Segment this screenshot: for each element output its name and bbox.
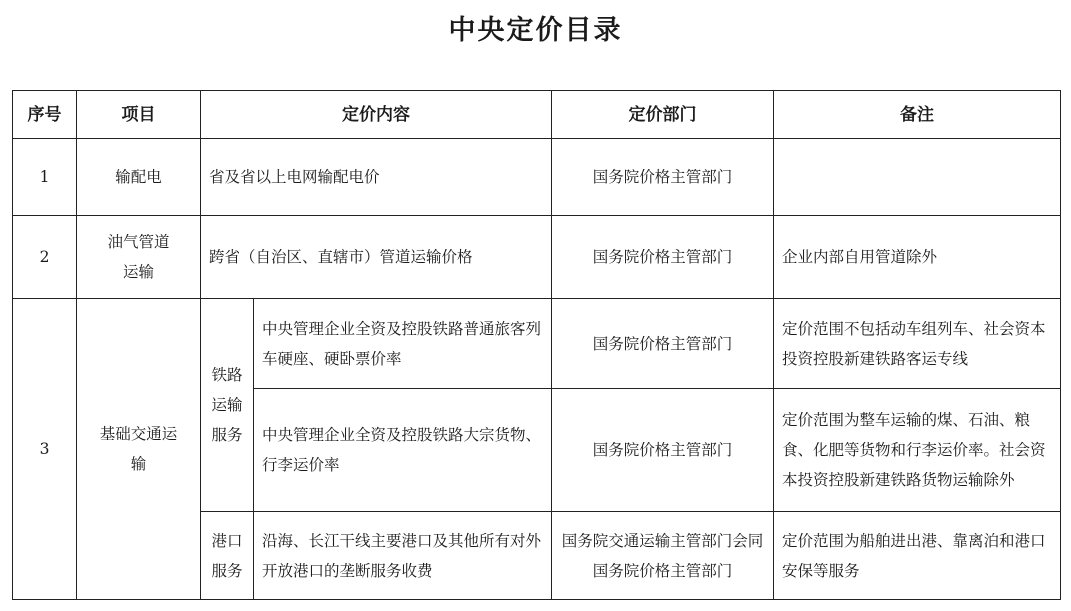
row-content: 中央管理企业全资及控股铁路大宗货物、行李运价率 [254, 389, 552, 512]
row-dept: 国务院价格主管部门 [552, 139, 774, 216]
document-title: 中央定价目录 [448, 15, 623, 46]
port-service-label: 港口服务 [201, 512, 254, 600]
header-item: 项目 [77, 91, 201, 139]
header-seq: 序号 [13, 91, 77, 139]
row-note: 定价范围不包括动车组列车、社会资本投资控股新建铁路客运专线 [774, 299, 1061, 389]
row-note: 定价范围为整车运输的煤、石油、粮食、化肥等货物和行李运价率。社会资本投资控股新建铁路货物运输除外 [774, 389, 1061, 512]
table-row [13, 139, 1061, 216]
row-content: 中央管理企业全资及控股铁路普通旅客列车硬座、硬卧票价率 [254, 299, 552, 389]
row-item: 油气管道运输 [77, 216, 201, 299]
header-content: 定价内容 [201, 91, 552, 139]
row-dept: 国务院交通运输主管部门会同国务院价格主管部门 [552, 512, 774, 600]
row-note [774, 139, 1061, 216]
header-dept: 定价部门 [552, 91, 774, 139]
row-seq: 1 [13, 139, 77, 216]
row-seq: 2 [13, 216, 77, 299]
table-row [13, 216, 1061, 299]
pricing-table [12, 90, 1061, 600]
row-content: 沿海、长江干线主要港口及其他所有对外开放港口的垄断服务收费 [254, 512, 552, 600]
row-content: 跨省（自治区、直辖市）管道运输价格 [201, 216, 552, 299]
table-header-row [13, 91, 1061, 139]
row-note: 企业内部自用管道除外 [774, 216, 1061, 299]
header-note: 备注 [774, 91, 1061, 139]
row-dept: 国务院价格主管部门 [552, 216, 774, 299]
rail-service-label: 铁路运输服务 [201, 299, 254, 512]
row-dept: 国务院价格主管部门 [552, 389, 774, 512]
row-item: 输配电 [77, 139, 201, 216]
row-note: 定价范围为船舶进出港、靠离泊和港口安保等服务 [774, 512, 1061, 600]
row-dept: 国务院价格主管部门 [552, 299, 774, 389]
row-seq: 3 [13, 299, 77, 600]
row-content: 省及省以上电网输配电价 [201, 139, 552, 216]
row-item: 基础交通运输 [77, 299, 201, 600]
table-row [13, 299, 1061, 389]
